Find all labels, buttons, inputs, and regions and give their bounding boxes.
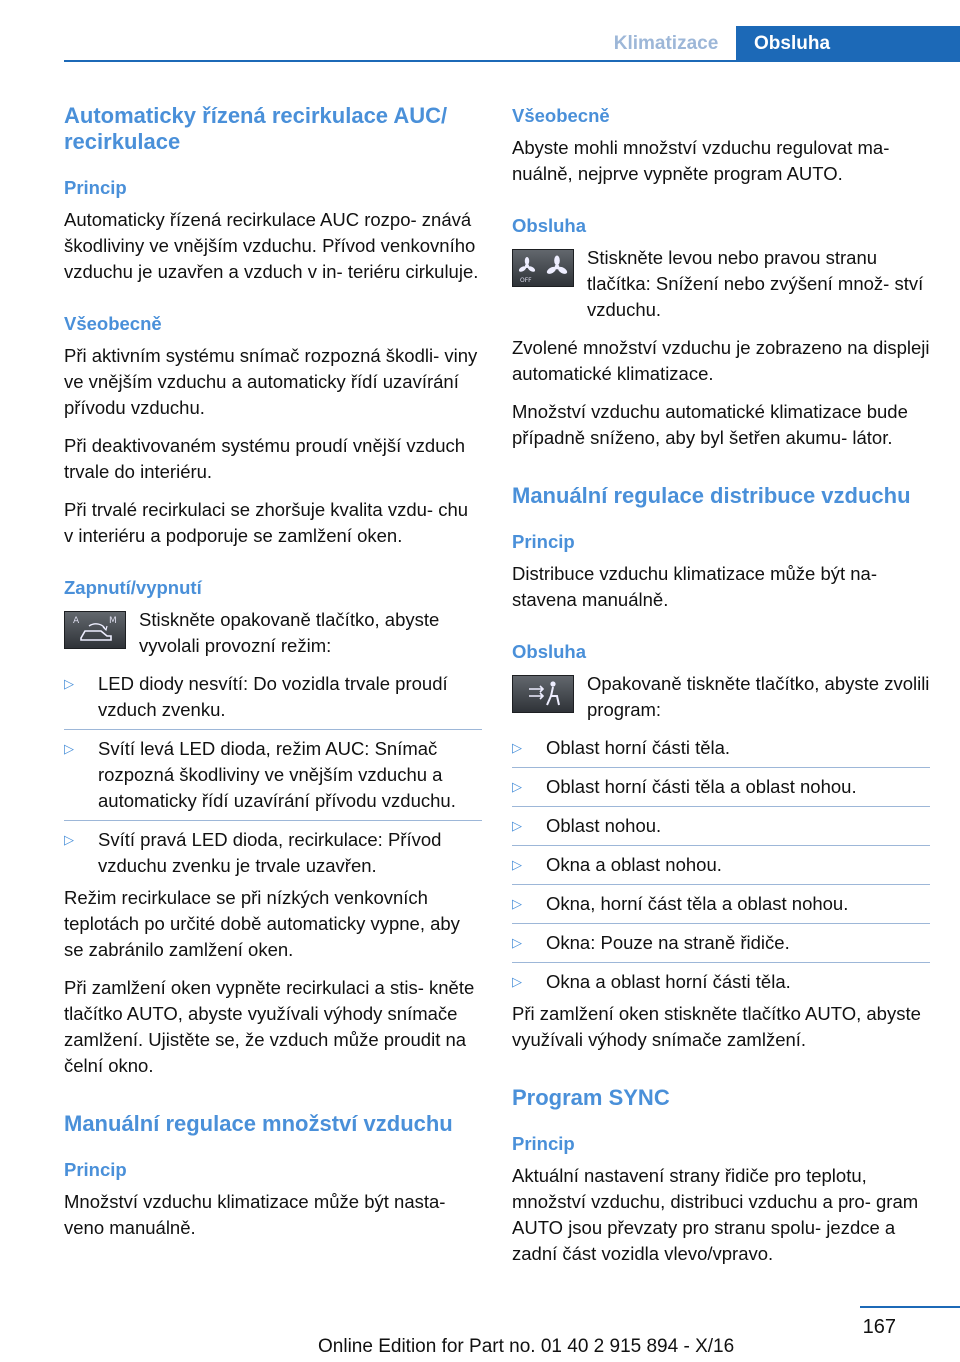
sync-text: Aktuální nastavení strany řidiče pro teplotu, množství vzduchu, distribuci vzduchu a pro- gram AUTO jsou převzaty pro stranu spolu- jezdce a zadní část vozidla vlevo/vpravo. (512, 1165, 919, 1264)
list-item-text: Oblast nohou. (546, 815, 662, 836)
fan-button-row (512, 245, 930, 323)
fan-button-icon (512, 249, 574, 287)
distribution-title: Manuální regulace distribuce vzduchu (512, 483, 911, 508)
footer-edition: Online Edition for Part no. 01 40 2 915 894 - X/16 (318, 1336, 735, 1357)
amount-vseobecne-heading: Všeobecně (512, 105, 610, 126)
list-item (512, 891, 930, 924)
list-item-text: Oblast horní části těla a oblast nohou. (546, 776, 857, 797)
air-distribution-button-icon (512, 675, 574, 713)
dist-obsluha-text: Opakovaně tiskněte tlačítko, abyste zvolili program: (587, 673, 930, 720)
mode-list (64, 671, 482, 879)
arrow-right-icon: ▷ (64, 676, 74, 691)
left-column (64, 103, 482, 1253)
button-off-label: OFF (520, 277, 532, 284)
dist-obsluha-heading: Obsluha (512, 641, 587, 662)
list-item (64, 736, 482, 821)
header-rule (64, 60, 960, 62)
zapnuti-text: Stiskněte opakovaně tlačítko, abyste vyvolali provozní režim: (139, 609, 440, 656)
arrow-right-icon: ▷ (512, 818, 522, 833)
amount-obsluha-p2: Zvolené množství vzduchu je zobrazeno na displeji automatické klimatizace. (512, 337, 930, 384)
list-item-text: Svítí pravá LED dioda, recirkulace: Přívod vzduchu zvenku je trvale uzavřen. (98, 829, 442, 876)
list-item-text: Okna, horní část těla a oblast nohou. (546, 893, 849, 914)
program-list (512, 735, 930, 995)
manual-princip-text: Množství vzduchu klimatizace může být nasta- veno manuálně. (64, 1191, 446, 1238)
manual-princip-heading: Princip (64, 1159, 127, 1180)
list-item (512, 930, 930, 963)
distribution-button-row (512, 671, 930, 723)
sync-title: Program SYNC (512, 1085, 670, 1110)
recirculation-button-row (64, 607, 482, 659)
button-letter-m: M (109, 616, 117, 626)
auc-section-title: Automaticky řízená recirkulace AUC/ recirkulace (64, 103, 448, 154)
list-item-text: Oblast horní části těla. (546, 737, 731, 758)
manual-amount-title: Manuální regulace množství vzduchu (64, 1111, 453, 1136)
header-tab-klimatizace: Klimatizace (613, 33, 719, 54)
header-tab-obsluha: Obsluha (736, 26, 960, 62)
arrow-right-icon: ▷ (512, 857, 522, 872)
list-item (64, 671, 482, 730)
arrow-right-icon: ▷ (512, 740, 522, 755)
list-item (64, 827, 482, 879)
arrow-right-icon: ▷ (512, 935, 522, 950)
arrow-right-icon: ▷ (64, 741, 74, 756)
recirculation-button-icon (64, 611, 126, 649)
auc-vseobecne-p2: Při deaktivovaném systému proudí vnější vzduch trvale do interiéru. (64, 435, 466, 482)
sync-princip-heading: Princip (512, 1133, 575, 1154)
amount-obsluha-text: Stiskněte levou nebo pravou stranu tlačítka: Snížení nebo zvýšení množ- ství vzduchu. (587, 247, 924, 320)
arrow-right-icon: ▷ (512, 896, 522, 911)
amount-vseobecne-text: Abyste mohli množství vzduchu regulovat ma- nuálně, nejprve vypněte program AUTO. (512, 137, 890, 184)
list-item-text: Okna: Pouze na straně řidiče. (546, 932, 790, 953)
list-item (512, 774, 930, 807)
arrow-right-icon: ▷ (512, 779, 522, 794)
dist-after-text: Při zamlžení oken stiskněte tlačítko AUTO, abyste využívali výhody snímače zamlžení. (512, 1003, 921, 1050)
arrow-right-icon: ▷ (64, 832, 74, 847)
list-item-text: Okna a oblast nohou. (546, 854, 722, 875)
dist-princip-heading: Princip (512, 531, 575, 552)
arrow-right-icon: ▷ (512, 974, 522, 989)
page-number: 167 (862, 1316, 896, 1338)
button-letter-a: A (73, 616, 80, 626)
amount-obsluha-heading: Obsluha (512, 215, 587, 236)
amount-obsluha-p3: Množství vzduchu automatické klimatizace bude případně sníženo, aby byl šetřen akumu- látor. (512, 401, 908, 448)
auc-princip-text: Automaticky řízená recirkulace AUC rozpo- znává škodliviny ve vnějším vzduchu. Přívod venkovního vzduchu je uzavřen a vzduch v in- teriéru cirkuluje. (64, 209, 479, 282)
after-modes-p1: Režim recirkulace se při nízkých venkovních teplotách po určité době automaticky vypne, aby se zabránilo zamlžení oken. (64, 887, 460, 960)
list-item (512, 735, 930, 768)
list-item (512, 852, 930, 885)
zapnuti-heading: Zapnutí/vypnutí (64, 577, 202, 598)
right-column (512, 103, 930, 1279)
footer-rule (860, 1306, 960, 1308)
auc-princip-heading: Princip (64, 177, 127, 198)
list-item-text: Svítí levá LED dioda, režim AUC: Snímač rozpozná škodliviny ve vnějším vzduchu a automaticky řídí uzavírání přívodu vzduchu. (98, 738, 456, 811)
dist-princip-text: Distribuce vzduchu klimatizace může být na- stavena manuálně. (512, 563, 878, 610)
list-item (512, 813, 930, 846)
auc-vseobecne-p1: Při aktivním systému snímač rozpozná škodli- viny ve vnějším vzduchu a automaticky řídí uzavírání přívodu vzduchu. (64, 345, 478, 418)
list-item-text: LED diody nesvítí: Do vozidla trvale proudí vzduch zvenku. (98, 673, 448, 720)
after-modes-p2: Při zamlžení oken vypněte recirkulaci a stis- kněte tlačítko AUTO, abyste využívali výhody snímače zamlžení. Ujistěte se, že vzduch může proudit na čelní okno. (64, 977, 475, 1076)
list-item (512, 969, 930, 995)
auc-vseobecne-p3: Při trvalé recirkulaci se zhoršuje kvalita vzdu- chu v interiéru a podporuje se zamlžení oken. (64, 499, 469, 546)
list-item-text: Okna a oblast horní části těla. (546, 971, 791, 992)
auc-vseobecne-heading: Všeobecně (64, 313, 162, 334)
